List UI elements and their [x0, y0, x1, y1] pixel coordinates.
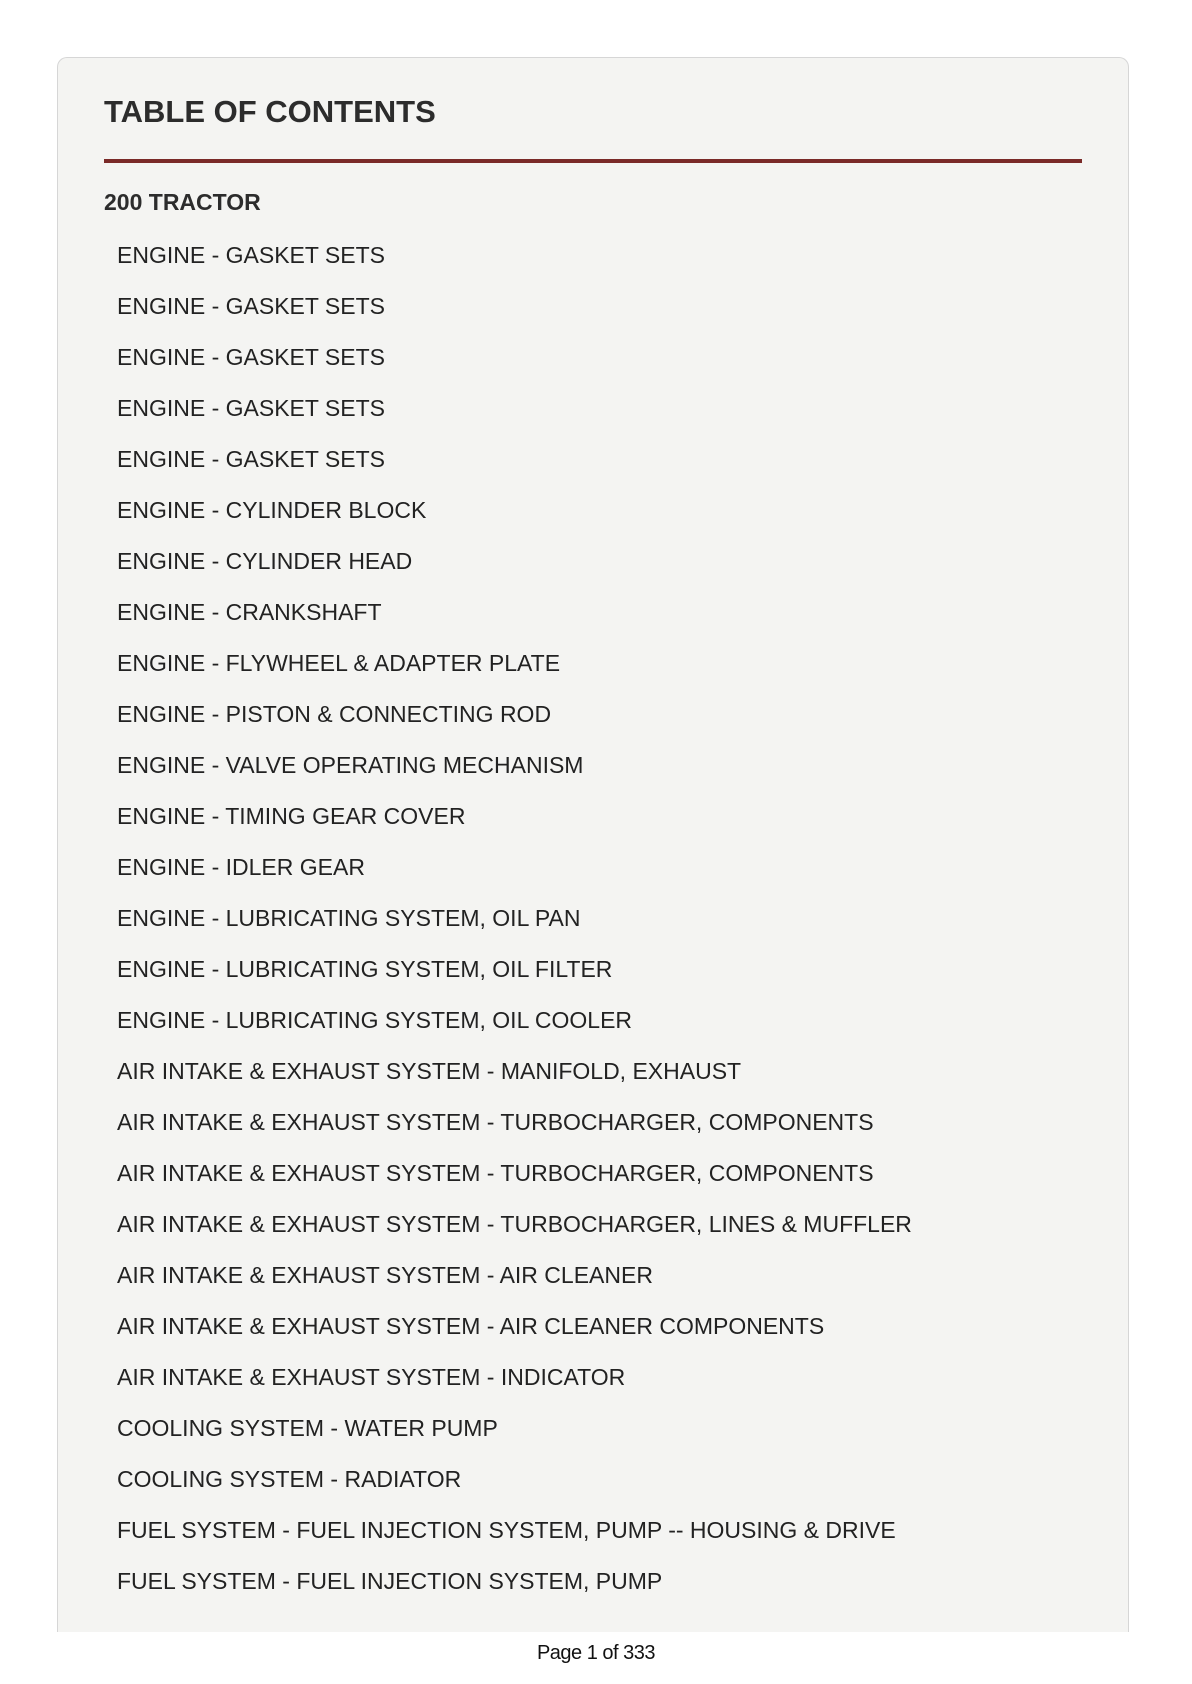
toc-entry[interactable]: AIR INTAKE & EXHAUST SYSTEM - AIR CLEANER: [117, 1262, 653, 1288]
toc-entry[interactable]: ENGINE - CRANKSHAFT: [117, 599, 382, 625]
toc-entry[interactable]: COOLING SYSTEM - WATER PUMP: [117, 1415, 498, 1441]
toc-entry[interactable]: ENGINE - GASKET SETS: [117, 242, 385, 268]
toc-list: [104, 239, 1082, 1616]
toc-entry[interactable]: ENGINE - PISTON & CONNECTING ROD: [117, 701, 552, 727]
toc-entry[interactable]: ENGINE - CYLINDER HEAD: [117, 548, 413, 574]
page-title: TABLE OF CONTENTS: [104, 94, 436, 129]
toc-entry[interactable]: AIR INTAKE & EXHAUST SYSTEM - TURBOCHARGER, COMPONENTS: [117, 1160, 874, 1186]
toc-entry[interactable]: ENGINE - VALVE OPERATING MECHANISM: [117, 752, 584, 778]
toc-entry[interactable]: ENGINE - LUBRICATING SYSTEM, OIL PAN: [117, 905, 581, 931]
toc-entry[interactable]: AIR INTAKE & EXHAUST SYSTEM - TURBOCHARGER, COMPONENTS: [117, 1109, 874, 1135]
toc-entry[interactable]: ENGINE - GASKET SETS: [117, 344, 385, 370]
page-number: Page 1 of 333: [536, 1642, 656, 1664]
toc-entry[interactable]: AIR INTAKE & EXHAUST SYSTEM - MANIFOLD, EXHAUST: [117, 1058, 742, 1084]
toc-entry[interactable]: FUEL SYSTEM - FUEL INJECTION SYSTEM, PUMP -- HOUSING & DRIVE: [117, 1517, 896, 1543]
toc-entry[interactable]: COOLING SYSTEM - RADIATOR: [117, 1466, 462, 1492]
toc-entry[interactable]: ENGINE - LUBRICATING SYSTEM, OIL COOLER: [117, 1007, 633, 1033]
toc-entry[interactable]: ENGINE - FLYWHEEL & ADAPTER PLATE: [117, 650, 561, 676]
toc-entry[interactable]: AIR INTAKE & EXHAUST SYSTEM - TURBOCHARGER, LINES & MUFFLER: [117, 1211, 912, 1237]
toc-entry[interactable]: ENGINE - GASKET SETS: [117, 395, 385, 421]
toc-entry[interactable]: ENGINE - CYLINDER BLOCK: [117, 497, 427, 523]
toc-entry[interactable]: ENGINE - GASKET SETS: [117, 446, 385, 472]
toc-entry[interactable]: AIR INTAKE & EXHAUST SYSTEM - INDICATOR: [117, 1364, 626, 1390]
toc-panel: [57, 57, 1129, 1632]
section-heading: 200 TRACTOR: [104, 189, 261, 215]
toc-entry[interactable]: ENGINE - IDLER GEAR: [117, 854, 365, 880]
toc-entry[interactable]: ENGINE - LUBRICATING SYSTEM, OIL FILTER: [117, 956, 613, 982]
toc-entry[interactable]: FUEL SYSTEM - FUEL INJECTION SYSTEM, PUMP: [117, 1568, 663, 1594]
toc-entry[interactable]: ENGINE - GASKET SETS: [117, 293, 385, 319]
toc-entry[interactable]: ENGINE - TIMING GEAR COVER: [117, 803, 466, 829]
toc-entry[interactable]: AIR INTAKE & EXHAUST SYSTEM - AIR CLEANER COMPONENTS: [117, 1313, 825, 1339]
